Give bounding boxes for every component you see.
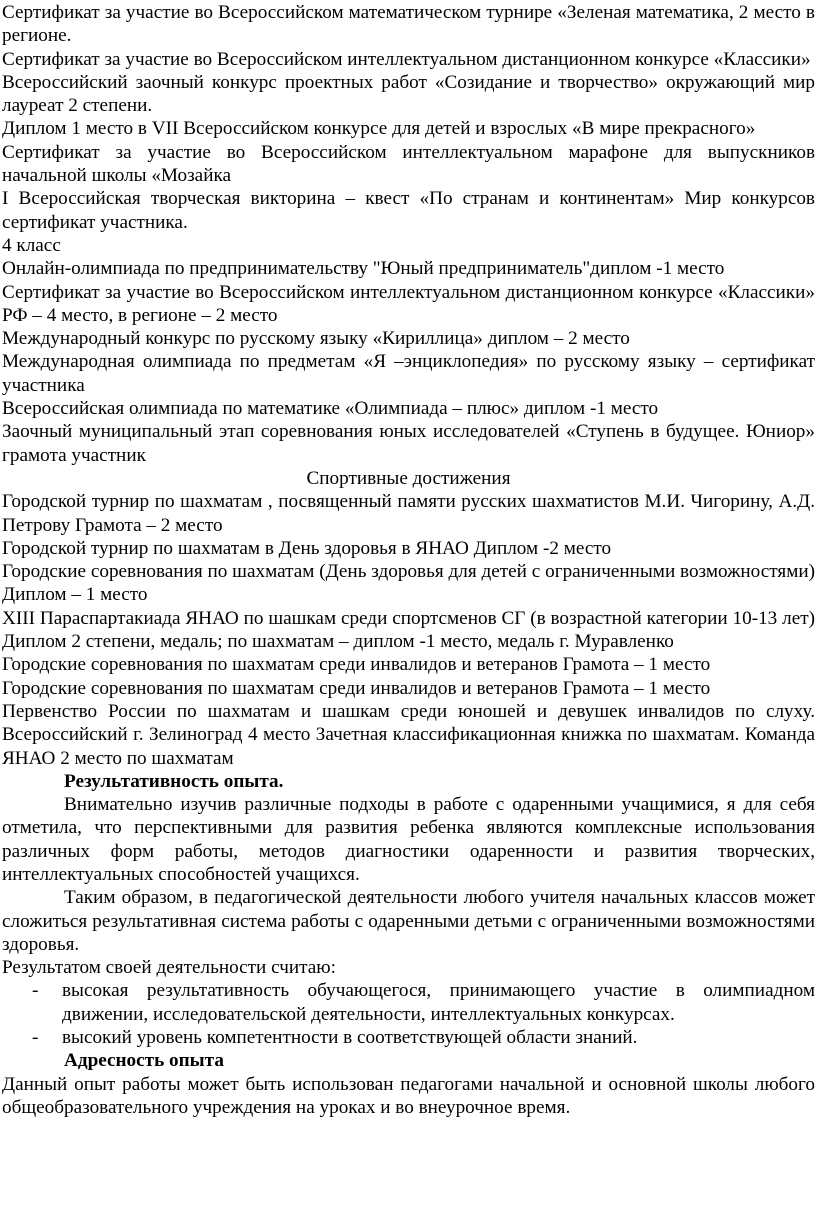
- grade-4-item: Сертификат за участие во Всероссийском интеллектуальном дистанционном конкурсе «Классики» РФ – 4 место, в регионе – 2 место: [2, 281, 815, 326]
- list-item-text: высокий уровень компетентности в соответствующей области знаний.: [62, 1027, 638, 1049]
- address-paragraph: Данный опыт работы может быть использован педагогами начальной и основной школы любого общеобразовательного учреждения на уроках и во внеурочное время.: [2, 1073, 815, 1118]
- grade-4-item: Онлайн-олимпиада по предпринимательству "Юный предприниматель"диплом -1 место: [2, 258, 725, 280]
- bullet-dash: -: [32, 980, 39, 1002]
- list-item-text: высокая результативность обучающегося, принимающего участие в олимпиадном движении, исследовательской деятельности, интеллектуальных конкурсах.: [62, 980, 815, 1025]
- sports-item: Городские соревнования по шахматам (День здоровья для детей с ограниченными возможностями) Диплом – 1 место: [2, 561, 815, 606]
- achievement-item: Сертификат за участие во Всероссийском интеллектуальном марафоне для выпускников начальной школы «Мозайка: [2, 141, 815, 187]
- grade-4-title: 4 класс: [2, 234, 61, 256]
- sports-item: Городской турнир по шахматам , посвященный памяти русских шахматистов М.И. Чигорину, А.Д. Петрову Грамота – 2 место: [2, 491, 815, 536]
- effectiveness-paragraph: Внимательно изучив различные подходы в работе с одаренными учащимися, я для себя отметила, что перспективными для развития ребенка являются комплексные использования различных форм работы, методов диагностики одаренности и развития творческих, интеллектуальных способностей учащихся.: [2, 794, 815, 885]
- achievement-item: I Всероссийская творческая викторина – квест «По странам и континентам» Мир конкурсов сертификат участника.: [2, 188, 815, 233]
- grade-4-item: Заочный муниципальный этап соревнования юных исследователей «Ступень в будущее. Юниор» грамота участник: [2, 421, 815, 466]
- sports-item: Городской турнир по шахматам в День здоровья в ЯНАО Диплом -2 место: [2, 537, 612, 559]
- list-item: [2, 979, 815, 1026]
- achievement-item: Всероссийский заочный конкурс проектных работ «Созидание и творчество» окружающий мир лауреат 2 степени.: [2, 71, 815, 117]
- bullet-dash: -: [32, 1027, 39, 1049]
- results-list: [2, 979, 815, 1049]
- list-item: [2, 1026, 815, 1049]
- sports-item: Первенство России по шахматам и шашкам среди юношей и девушек инвалидов по слуху. Всероссийский г. Зелиноград 4 место Зачетная классификационная книжка по шахматам. Команда ЯНАО 2 место по шахматам: [2, 700, 815, 769]
- sports-item: Городские соревнования по шахматам среди инвалидов и ветеранов Грамота – 1 место: [2, 677, 711, 699]
- results-lead: Результатом своей деятельности считаю:: [2, 957, 336, 979]
- sports-heading: Спортивные достижения: [306, 467, 511, 489]
- grade-4-item: Международная олимпиада по предметам «Я –энциклопедия» по русскому языку – сертификат участника: [2, 351, 815, 396]
- effectiveness-heading: Результативность опыта.: [64, 770, 284, 792]
- grade-4-item: Всероссийская олимпиада по математике «Олимпиада – плюс» диплом -1 место: [2, 398, 659, 420]
- achievement-item: Сертификат за участие во Всероссийском математическом турнире «Зеленая математика, 2 место в регионе.: [2, 2, 815, 47]
- sports-item: XIII Параспартакиада ЯНАО по шашкам среди спортсменов СГ (в возрастной категории 10-13 лет) Диплом 2 степени, медаль; по шахматам – диплом -1 место, медаль г. Муравленко: [2, 607, 815, 653]
- sports-item: Городские соревнования по шахматам среди инвалидов и ветеранов Грамота – 1 место: [2, 654, 711, 676]
- address-heading: Адресность опыта: [64, 1050, 224, 1072]
- achievement-item: Сертификат за участие во Всероссийском интеллектуальном дистанционном конкурсе «Классики»: [2, 48, 811, 70]
- achievement-item: Диплом 1 место в VII Всероссийском конкурсе для детей и взрослых «В мире прекрасного»: [2, 118, 756, 140]
- effectiveness-paragraph: Таким образом, в педагогической деятельности любого учителя начальных классов может сложиться результативная система работы с одаренными детьми с ограниченными возможностями здоровья.: [2, 887, 815, 955]
- grade-4-item: Международный конкурс по русскому языку «Кириллица» диплом – 2 место: [2, 328, 630, 350]
